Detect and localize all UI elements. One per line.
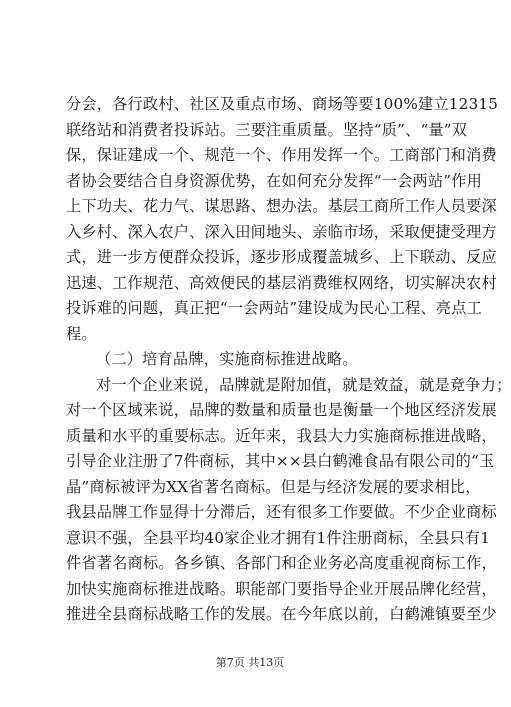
- text-line: 意识不强，全县平均40家企业才拥有1件注册商标，全县只有1: [66, 528, 491, 547]
- text-line: 晶”商标被评为XX省著名商标。但是与经济发展的要求相比，: [66, 477, 481, 496]
- text-line: 加快实施商标推进战略。职能部门要指导企业开展品牌化经营，: [66, 579, 497, 598]
- text-line: 投诉难的问题，真正把“一会两站”建设成为民心工程、亮点工: [66, 299, 483, 317]
- page-footer: 第7页 共13页: [215, 656, 285, 669]
- body-text: [66, 92, 511, 628]
- text-line: 上下功夫、花力气、谋思路、想办法。基层工商所工作人员要深: [66, 197, 497, 215]
- text-line: 分会，各行政村、社区及重点市场、商场等要100%建立12315: [66, 95, 499, 113]
- section-heading: （二）培育品牌，实施商标推进战略。: [96, 350, 358, 368]
- text-line: 程。: [66, 324, 97, 343]
- text-line: 入乡村、深入农户、深入田间地头、亲临市场，采取便捷受理方: [66, 222, 497, 241]
- text-line: 迅速、工作规范、高效便民的基层消费维权网络，切实解决农村: [66, 273, 497, 292]
- text-line: 推进全县商标战略工作的发展。在今年底以前，白鹤滩镇要至少: [66, 605, 497, 623]
- text-line: 质量和水平的重要标志。近年来，我县大力实施商标推进战略，: [66, 426, 497, 445]
- text-line: 式，进一步方便群众投诉，逐步形成覆盖城乡、上下联动、反应: [66, 248, 497, 266]
- text-line: 件省著名商标。各乡镇、各部门和企业务必高度重视商标工作，: [66, 554, 497, 572]
- text-line: 我县品牌工作显得十分滞后，还有很多工作要做。不少企业商标: [66, 503, 497, 521]
- text-line: 引导企业注册了7件商标，其中××县白鹤滩食品有限公司的“玉: [66, 452, 495, 470]
- text-line: 对一个区域来说，品牌的数量和质量也是衡量一个地区经济发展: [66, 401, 497, 419]
- text-line: 者协会要结合自身资源优势，在如何充分发挥“一会两站”作用: [66, 171, 483, 190]
- text-line: 对一个企业来说，品牌就是附加值，就是效益，就是竞争力；: [96, 375, 511, 394]
- text-line: 保，保证建成一个、规范一个、作用发挥一个。工商部门和消费: [66, 146, 497, 164]
- text-line: 联络站和消费者投诉站。三要注重质量。坚持“质”、“量”双: [66, 120, 468, 139]
